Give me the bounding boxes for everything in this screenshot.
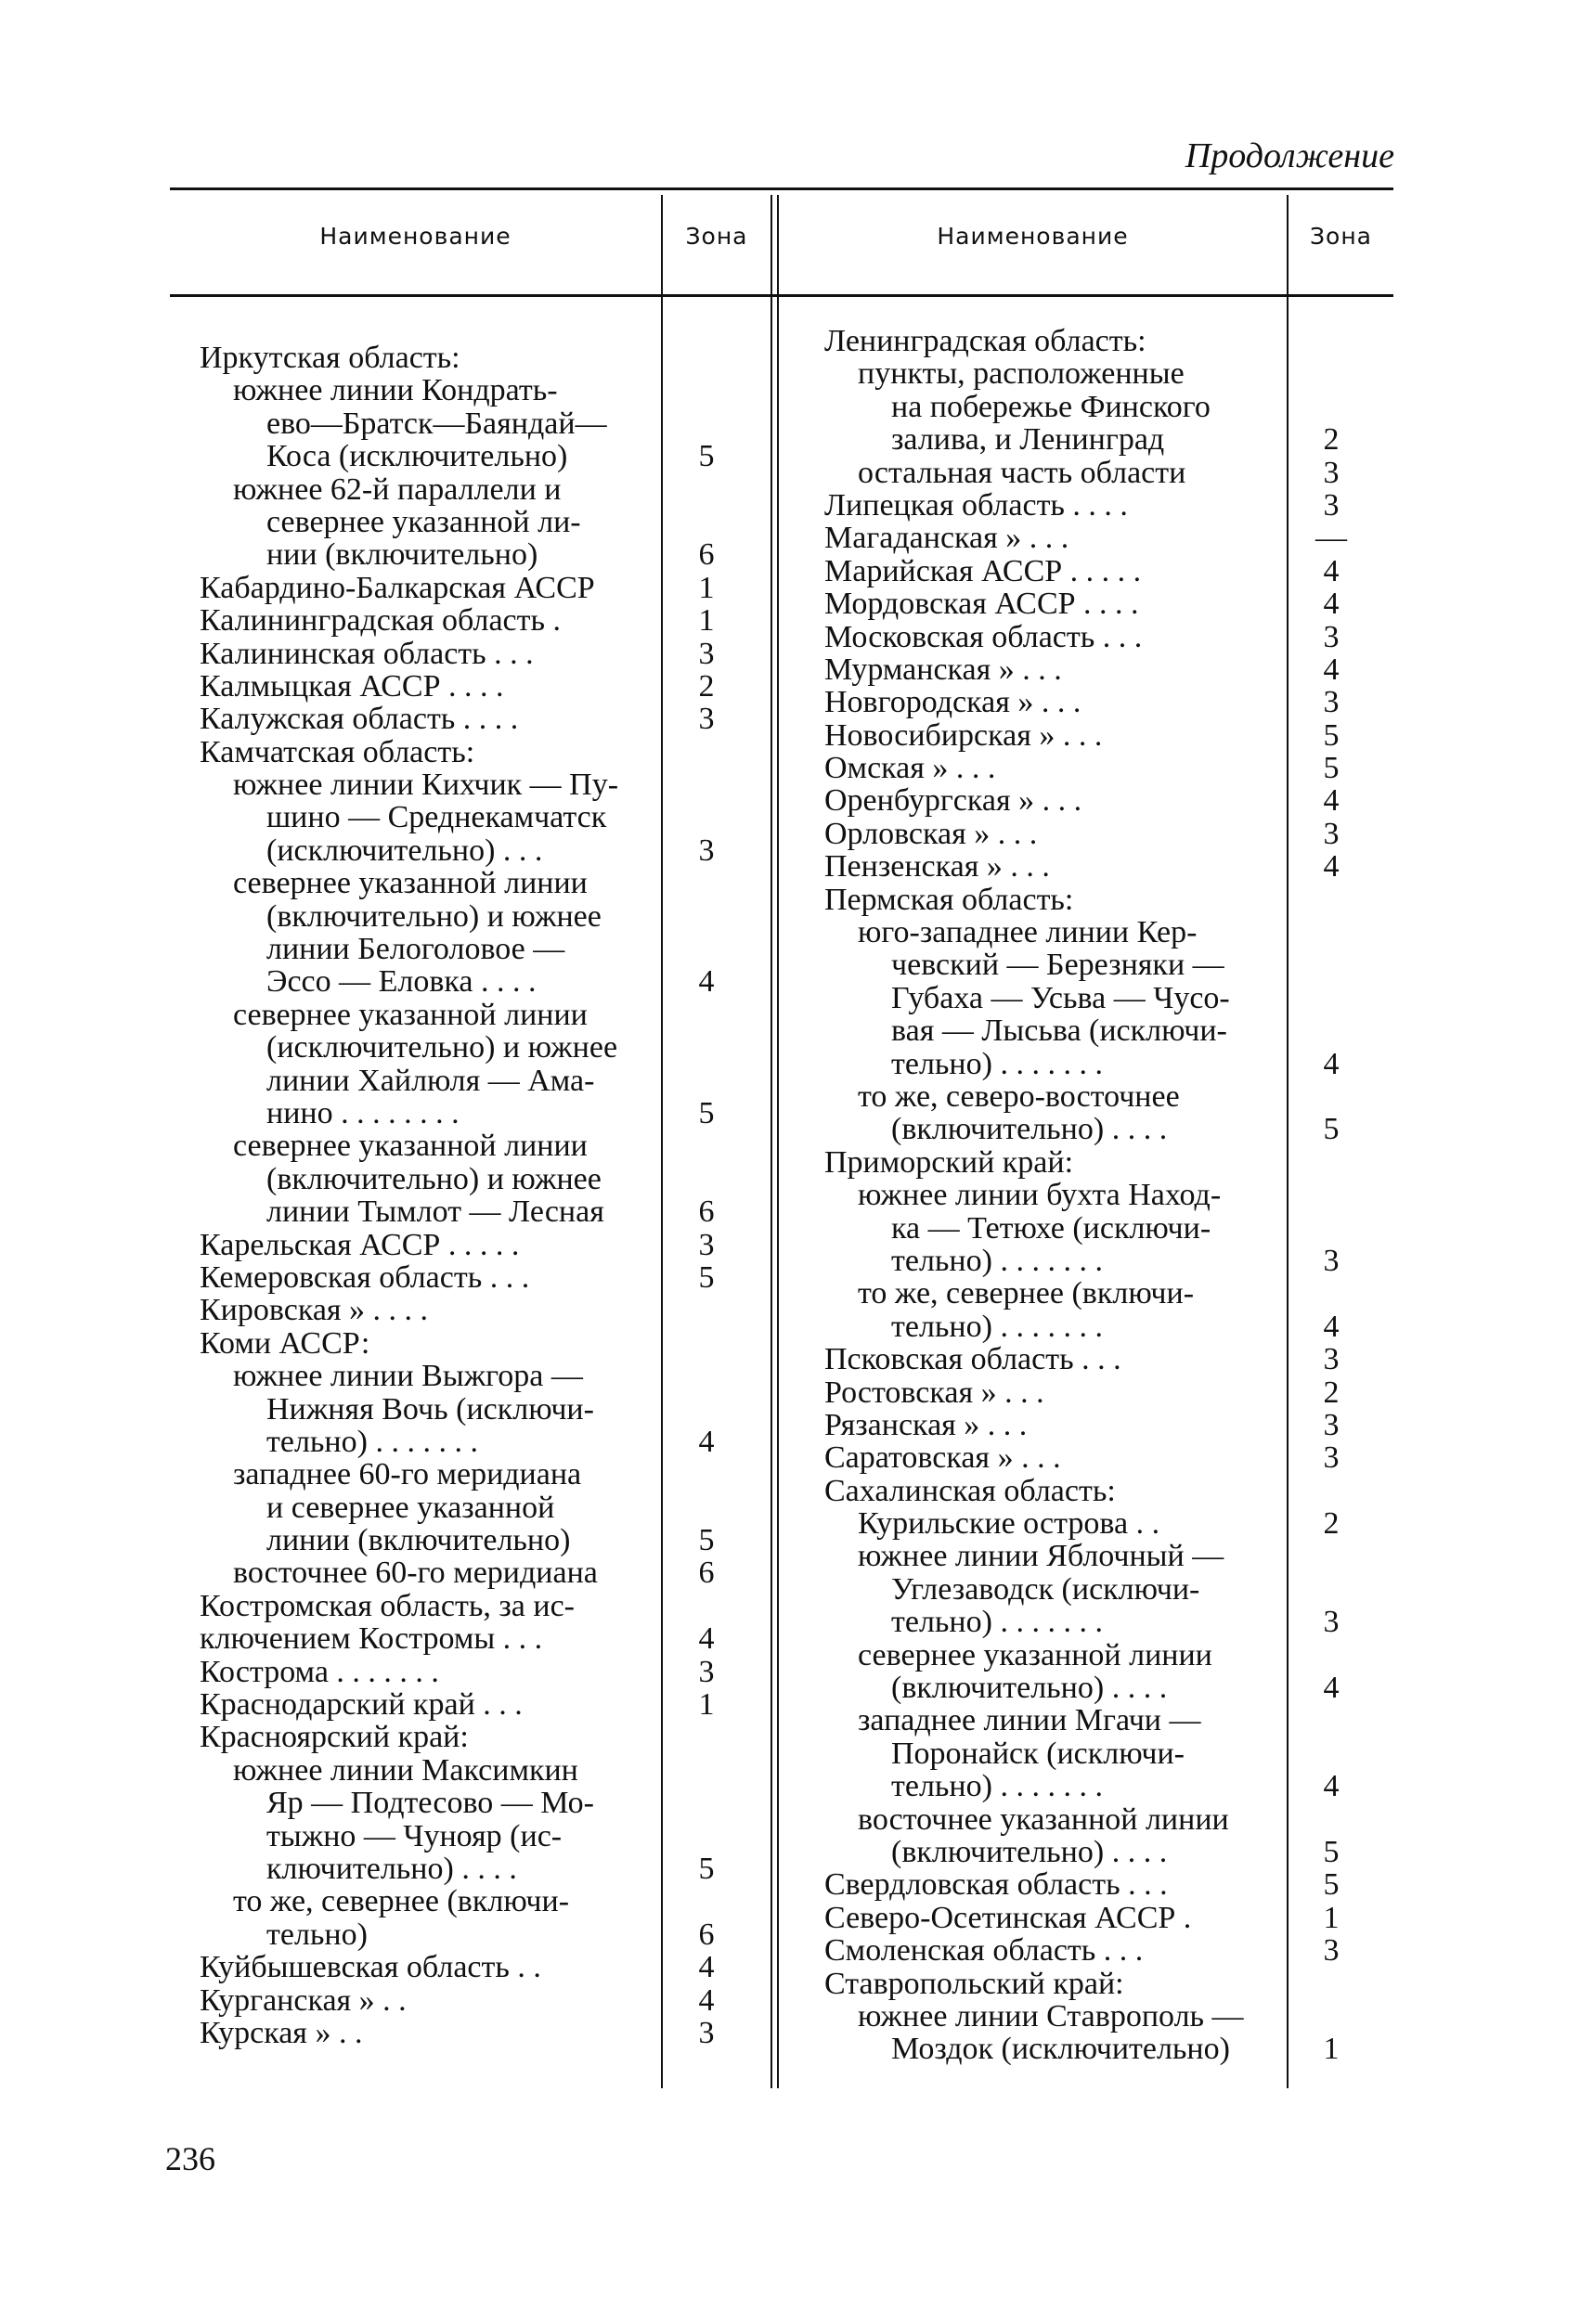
entry-zone: 6 (698, 1194, 715, 1230)
entry-name: Губаха — Усьва — Чусо- (891, 981, 1230, 1015)
entry-zone: 2 (1323, 1375, 1340, 1410)
entry-name: (включительно) . . . . (891, 1672, 1168, 1705)
entry-name: (включительно) . . . . (891, 1835, 1168, 1869)
table-row (200, 1721, 653, 1753)
entry-name: (исключительно) и южнее (266, 1031, 618, 1065)
table-row (824, 391, 1279, 423)
entry-zone: 4 (698, 1982, 715, 2018)
left-name-header: Наименование (319, 223, 512, 250)
entry-name: южнее линии Яблочный — (858, 1540, 1224, 1573)
entry-name: Магаданская » . . . (824, 522, 1069, 555)
entry-name: Камчатская область: (200, 735, 475, 769)
entry-zone: 4 (1323, 587, 1340, 622)
entry-name: линии Белоголовое — (266, 933, 565, 966)
table-row (200, 1065, 653, 1097)
entry-zone: 4 (1323, 1671, 1340, 1706)
entry-name: Курганская » . . (200, 1983, 407, 2017)
entry-name: Моздок (исключительно) (891, 2033, 1230, 2066)
entry-name: Куйбышевская область . . (200, 1951, 541, 1984)
entry-zone: 4 (698, 1950, 715, 1985)
table-row (824, 619, 1340, 654)
table-top-rule (170, 187, 1393, 190)
table-row (824, 849, 1340, 884)
table-row (824, 1342, 1340, 1377)
entry-zone: 3 (1323, 1243, 1340, 1278)
table-row (824, 1704, 1279, 1737)
entry-zone: 4 (1323, 1046, 1340, 1081)
table-row (824, 1671, 1340, 1706)
table-row (200, 407, 653, 440)
table-row (824, 487, 1340, 523)
entry-name: тыжно — Чунояр (ис- (266, 1819, 563, 1853)
table-row (200, 801, 653, 833)
table-row (200, 374, 653, 407)
table-row (200, 1259, 715, 1295)
left-entries (200, 342, 715, 2050)
entry-name: севернее указанной линии (233, 867, 588, 900)
table-row (200, 1982, 715, 2018)
entry-zone: 2 (1323, 422, 1340, 458)
table-row (200, 506, 653, 538)
table-row (824, 1475, 1279, 1507)
entry-zone: 3 (1323, 455, 1340, 490)
entry-name: Калмыцкая АССР . . . . (200, 669, 504, 704)
entry-name: Калининградская область . (200, 604, 561, 638)
entry-name: Приморский край: (824, 1145, 1074, 1180)
right-zone-header: Зона (1310, 223, 1372, 250)
entry-zone: 5 (1323, 1112, 1340, 1147)
table-row (824, 422, 1340, 458)
entry-zone: 3 (1323, 1342, 1340, 1377)
table-row (200, 1327, 653, 1360)
table-row (824, 1309, 1340, 1344)
entry-name: шино — Среднекамчатск (266, 801, 607, 834)
table-row (200, 1917, 715, 1952)
entry-zone: 3 (1323, 1933, 1340, 1969)
entry-zone: 4 (1323, 1769, 1340, 1804)
entry-zone: 3 (1323, 1605, 1340, 1640)
entry-name: Кемеровская область . . . (200, 1260, 530, 1295)
entry-zone: 5 (1323, 751, 1340, 786)
entry-name: Псковская область . . . (824, 1343, 1121, 1376)
continuation-label: Продолжение (1185, 136, 1394, 175)
entry-name: то же, северо-восточнее (858, 1079, 1180, 1114)
entry-name: вая — Лысьва (исключи- (891, 1014, 1227, 1048)
entry-name: (включительно) и южнее (266, 1162, 602, 1196)
table-row (824, 1605, 1340, 1640)
entry-name: залива, и Ленинград (891, 423, 1165, 457)
entry-name: Курская » . . (200, 2016, 363, 2050)
table-row (824, 1440, 1340, 1476)
table-row (200, 1654, 715, 1689)
table-row (824, 1277, 1279, 1310)
entry-zone: 4 (1323, 553, 1340, 588)
table-row (824, 751, 1340, 786)
entry-name: севернее указанной линии (233, 998, 588, 1032)
entry-name: нии (включительно) (266, 538, 538, 572)
table-row (200, 833, 715, 868)
entry-name: западнее 60-го меридиана (233, 1458, 582, 1491)
table-row (824, 1803, 1279, 1836)
table-row (824, 916, 1279, 949)
entry-name: южнее 62-й параллели и (233, 472, 562, 506)
entry-zone: 3 (1323, 619, 1340, 654)
entry-name: севернее указанной ли- (266, 505, 581, 539)
entry-name: южнее линии Ставрополь — (858, 1999, 1244, 2034)
table-row (824, 587, 1340, 622)
entry-name: Карельская АССР . . . . . (200, 1228, 520, 1261)
table-row (200, 603, 715, 639)
table-row (824, 521, 1347, 556)
page-number: 236 (165, 2140, 215, 2177)
entry-zone: 3 (698, 1227, 715, 1262)
entry-name: Поронайск (исключи- (891, 1737, 1185, 1771)
table-row (824, 1243, 1340, 1278)
entry-name: Мурманская » . . . (824, 652, 1062, 687)
entry-name: Ростовская » . . . (824, 1375, 1044, 1409)
entry-name: севернее указанной линии (858, 1638, 1212, 1672)
table-row (200, 1556, 715, 1591)
entry-name: остальная часть области (858, 456, 1186, 489)
table-row (200, 473, 653, 506)
table-row (200, 1458, 653, 1491)
entry-name: Калининская область . . . (200, 637, 534, 670)
entry-name: линии (включительно) (266, 1524, 571, 1557)
entry-name: севернее указанной линии (233, 1130, 588, 1163)
entry-zone: 4 (1323, 1309, 1340, 1344)
entry-name: Оренбургская » . . . (824, 784, 1082, 818)
entry-name: тельно) . . . . . . . (266, 1425, 478, 1459)
entry-name: Смоленская область . . . (824, 1934, 1144, 1968)
entry-name: и севернее указанной (266, 1491, 555, 1525)
table-row (200, 1885, 653, 1917)
entry-zone: 3 (1323, 1407, 1340, 1442)
entry-name: южнее линии Выжгора — (233, 1360, 583, 1393)
table-row (200, 1393, 653, 1426)
table-row (824, 717, 1340, 753)
entry-name: Пензенская » . . . (824, 850, 1050, 884)
entry-zone: 5 (698, 1095, 715, 1130)
table-row (200, 1491, 653, 1524)
table-row (200, 999, 653, 1031)
table-row (824, 2000, 1279, 2033)
entry-name: (включительно) и южнее (266, 899, 602, 934)
entry-name: то же, севернее (включи- (858, 1277, 1195, 1310)
table-row (200, 570, 715, 605)
entry-name: пункты, расположенные (858, 357, 1185, 391)
table-row (200, 1950, 715, 1985)
table-row (200, 2015, 715, 2050)
table-row (200, 439, 715, 474)
entry-name: (включительно) . . . . (891, 1113, 1168, 1146)
entry-name: тельно) . . . . . . . (891, 1310, 1103, 1344)
entry-zone: 5 (698, 439, 715, 474)
entry-zone: 2 (698, 668, 715, 704)
entry-name: ключительно) . . . . (266, 1852, 517, 1886)
table-row (824, 455, 1340, 490)
entry-zone: 3 (1323, 816, 1340, 851)
table-row (200, 537, 715, 573)
entry-name: Курильские острова . . (858, 1507, 1160, 1541)
table-row (200, 1227, 715, 1262)
left-zone-divider (661, 195, 663, 2088)
table-row (200, 1163, 653, 1195)
entry-name: то же, севернее (включи- (233, 1885, 570, 1918)
entry-name: Иркутская область: (200, 342, 460, 375)
table-row (824, 1146, 1279, 1179)
entry-name: нино . . . . . . . . (266, 1096, 460, 1130)
left-zone-header: Зона (685, 223, 748, 250)
entry-name: Марийская АССР . . . . . (824, 554, 1142, 588)
table-row (200, 1851, 715, 1886)
table-row (824, 1014, 1279, 1047)
table-row (200, 1360, 653, 1392)
entry-zone: 4 (1323, 652, 1340, 687)
table-row (824, 1080, 1279, 1113)
entry-name: линии Тымлот — Лесная (266, 1195, 604, 1229)
table-row (824, 1573, 1279, 1606)
table-row (824, 1506, 1340, 1542)
entry-name: Коса (исключительно) (266, 440, 568, 473)
table-row (200, 1424, 715, 1459)
entry-name: Кировская » . . . . (200, 1294, 429, 1327)
table-row (200, 736, 653, 768)
entry-name: западнее линии Мгачи — (858, 1704, 1201, 1737)
table-row (824, 1375, 1340, 1410)
right-zone-divider (1287, 195, 1289, 2088)
entry-zone: 1 (1323, 2032, 1340, 2067)
right-name-header: Наименование (937, 223, 1129, 250)
table-row (200, 1820, 653, 1853)
entry-zone: 1 (698, 1687, 715, 1723)
entry-name: ево—Братск—Баяндай— (266, 407, 607, 441)
entry-name: Северо-Осетинская АССР . (824, 1901, 1192, 1935)
table-row (824, 783, 1340, 819)
entry-name: Новосибирская » . . . (824, 718, 1103, 753)
entry-name: тельно) (266, 1917, 368, 1952)
table-row (824, 1834, 1340, 1869)
table-row (824, 652, 1340, 687)
entry-name: Кострома . . . . . . . (200, 1655, 439, 1689)
entry-name: Ленинградская область: (824, 325, 1146, 358)
entry-name: тельно) . . . . . . . (891, 1770, 1103, 1803)
table-row (824, 1867, 1340, 1903)
entry-zone: 1 (1323, 1900, 1340, 1935)
table-row (200, 1523, 715, 1558)
entry-name: чевский — Березняки — (891, 949, 1224, 982)
entry-zone: 5 (698, 1523, 715, 1558)
entry-name: линии Хайлюля — Ама- (266, 1064, 595, 1097)
table-row (200, 1194, 715, 1230)
entry-zone: 3 (1323, 685, 1340, 720)
entry-zone: 1 (698, 603, 715, 639)
entry-zone: 5 (1323, 717, 1340, 753)
entry-name: на побережье Финского (891, 390, 1211, 424)
entry-name: Омская » . . . (824, 752, 996, 785)
entry-name: юго-западнее линии Кер- (858, 916, 1198, 949)
table-row (200, 964, 715, 1000)
table-row (824, 1900, 1340, 1935)
table-row (824, 1933, 1340, 1969)
table-row (824, 884, 1279, 916)
table-row (200, 702, 715, 737)
table-row (824, 1046, 1340, 1081)
entry-zone: 3 (698, 702, 715, 737)
table-row (824, 357, 1279, 390)
right-entries (824, 325, 1347, 2067)
entry-name: тельно) . . . . . . . (891, 1606, 1103, 1639)
center-divider-1 (771, 195, 772, 2088)
entry-name: Ставропольский край: (824, 1967, 1124, 2000)
table-row (200, 1590, 653, 1622)
entry-name: Саратовская » . . . (824, 1441, 1061, 1475)
table-row (200, 1621, 715, 1657)
entry-name: Кабардино-Балкарская АССР (200, 571, 595, 605)
table-row (824, 816, 1340, 851)
entry-name: восточнее 60-го меридиана (233, 1556, 598, 1590)
entry-name: южнее линии бухта Наход- (858, 1179, 1222, 1212)
entry-name: южнее линии Кондрать- (233, 374, 558, 407)
entry-name: Пермская область: (824, 883, 1074, 917)
entry-name: восточнее указанной линии (858, 1802, 1229, 1836)
entry-name: ка — Тетюхе (исключи- (891, 1211, 1211, 1245)
table-row (200, 1787, 653, 1819)
entry-zone: — (1315, 521, 1347, 556)
entry-zone: 4 (1323, 783, 1340, 819)
table-row (824, 2032, 1340, 2067)
entry-zone: 3 (698, 2015, 715, 2050)
entry-name: Углезаводск (исключи- (891, 1572, 1200, 1607)
entry-name: Калужская область . . . . (200, 703, 519, 736)
table-row (200, 867, 653, 899)
entry-name: Новгородская » . . . (824, 686, 1081, 719)
table-row (200, 1130, 653, 1162)
table-row (824, 1737, 1279, 1770)
entry-name: Орловская » . . . (824, 817, 1038, 851)
entry-name: Коми АССР: (200, 1326, 370, 1361)
table-row (200, 636, 715, 671)
entry-zone: 6 (698, 1917, 715, 1952)
entry-name: южнее линии Максимкин (233, 1753, 578, 1788)
entry-name: тельно) . . . . . . . (891, 1047, 1103, 1080)
entry-name: Нижняя Вочь (исключи- (266, 1392, 594, 1426)
entry-name: Краснодарский край . . . (200, 1688, 523, 1722)
table-row (824, 1540, 1279, 1572)
entry-name: южнее линии Кихчик — Пу- (233, 768, 619, 802)
table-row (200, 1754, 653, 1787)
entry-zone: 5 (698, 1259, 715, 1295)
table-row (824, 553, 1340, 588)
entry-name: Липецкая область . . . . (824, 488, 1128, 523)
entry-zone: 6 (698, 537, 715, 573)
table-row (824, 1407, 1340, 1442)
entry-name: Красноярский край: (200, 1721, 469, 1754)
entry-name: (исключительно) . . . (266, 833, 543, 868)
table-row (824, 685, 1340, 720)
entry-name: тельно) . . . . . . . (891, 1244, 1103, 1278)
entry-zone: 5 (698, 1851, 715, 1886)
table-row (200, 342, 653, 374)
entry-zone: 4 (1323, 849, 1340, 884)
table-row (200, 1294, 653, 1326)
entry-name: Свердловская область . . . (824, 1868, 1168, 1902)
entry-zone: 3 (1323, 1440, 1340, 1476)
table-row (824, 325, 1279, 357)
entry-name: Рязанская » . . . (824, 1408, 1028, 1442)
table-row (824, 1112, 1340, 1147)
table-row (200, 1031, 653, 1064)
entry-zone: 2 (1323, 1506, 1340, 1542)
entry-zone: 5 (1323, 1834, 1340, 1869)
entry-zone: 3 (1323, 487, 1340, 523)
table-row (200, 768, 653, 801)
table-row (824, 1639, 1279, 1672)
table-row (200, 1095, 715, 1130)
entry-name: Костромская область, за ис- (200, 1589, 575, 1623)
entry-name: Эссо — Еловка . . . . (266, 965, 537, 999)
table-row (824, 1212, 1279, 1245)
table-row (200, 668, 715, 704)
entry-zone: 3 (698, 636, 715, 671)
table-row (824, 1179, 1279, 1211)
entry-name: Мордовская АССР . . . . (824, 587, 1139, 621)
entry-zone: 4 (698, 1424, 715, 1459)
table-row (824, 1968, 1279, 2000)
entry-zone: 6 (698, 1556, 715, 1591)
entry-zone: 3 (698, 1654, 715, 1689)
table-row (824, 949, 1279, 981)
entry-zone: 5 (1323, 1867, 1340, 1903)
entry-zone: 4 (698, 1621, 715, 1657)
entry-zone: 3 (698, 833, 715, 868)
entry-name: ключением Костромы . . . (200, 1622, 543, 1656)
entry-name: Яр — Подтесово — Мо- (266, 1787, 594, 1820)
center-divider-2 (777, 195, 779, 2088)
entry-name: Сахалинская область: (824, 1474, 1116, 1508)
table-row (200, 900, 653, 933)
table-row (200, 933, 653, 965)
table-row (824, 1769, 1340, 1804)
table-row (200, 1687, 715, 1723)
entry-zone: 4 (698, 964, 715, 1000)
entry-zone: 1 (698, 570, 715, 605)
table-row (824, 982, 1279, 1014)
header-bottom-rule (170, 294, 1393, 297)
entry-name: Московская область . . . (824, 620, 1143, 653)
